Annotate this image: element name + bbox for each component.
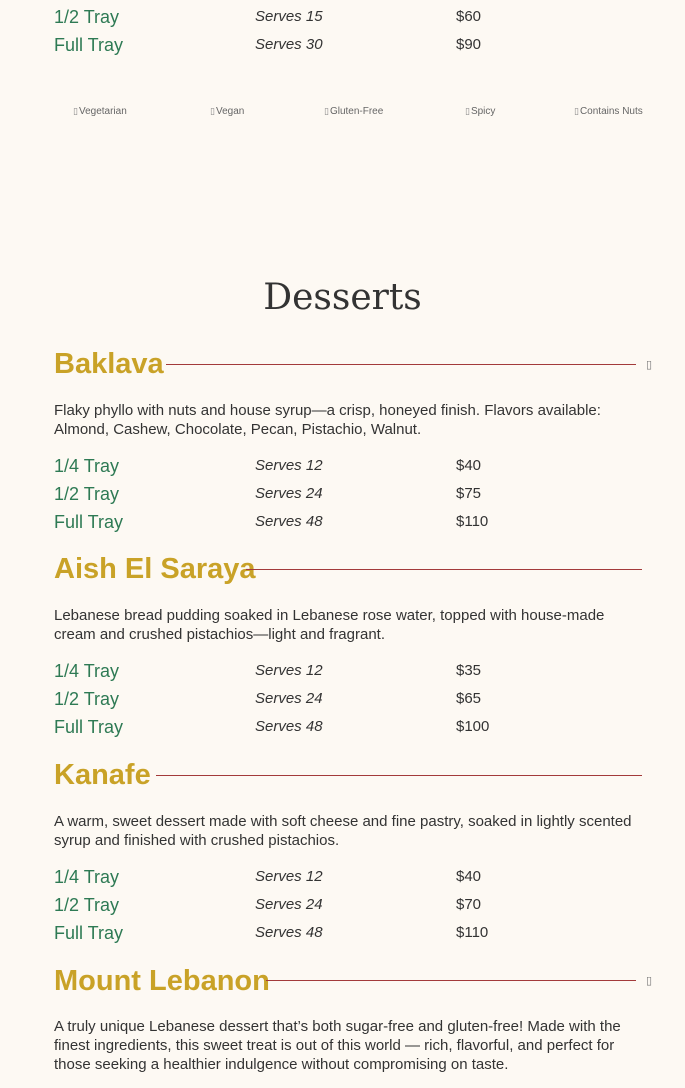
title-divider [166,364,636,365]
price: $40 [456,868,482,885]
price: $65 [456,690,482,707]
serves-count: Serves 12 [255,868,323,885]
dietary-legend [54,104,642,120]
tray-size: 1/4 Tray [54,867,120,887]
price: $90 [456,36,482,53]
price-row [54,686,642,712]
tray-size: Full Tray [54,717,124,737]
price: $75 [456,485,482,502]
item-description: Flaky phyllo with nuts and house syrup—a crisp, honeyed finish. Flavors available: Almond, Cashew, Chocolate, Pecan, Pistachio, Walnut. [54,402,601,438]
price-row [54,892,642,918]
price-row [54,481,642,507]
item-title: Aish El Saraya [54,553,256,585]
legend-item-gluten-free: ▯Gluten-Free [324,106,384,117]
price: $35 [456,662,482,679]
tray-size: 1/2 Tray [54,7,120,27]
nut-icon: ▯ [646,358,653,371]
price-row [54,714,642,740]
serves-count: Serves 48 [255,924,323,941]
tray-size: Full Tray [54,512,124,532]
serves-count: Serves 12 [255,662,323,679]
seedling-icon: ▯ [210,107,215,117]
tray-size: 1/2 Tray [54,895,120,915]
price-row [54,32,642,58]
tray-size: Full Tray [54,35,124,55]
wheat-off-icon: ▯ [646,974,653,987]
title-divider [156,775,642,776]
wheat-off-icon: ▯ [324,107,329,117]
legend-item-vegan: ▯Vegan [210,106,245,117]
section-title: Desserts [263,277,422,318]
price-row [54,658,642,684]
item-title: Mount Lebanon [54,965,270,997]
price-row [54,920,642,946]
serves-count: Serves 48 [255,718,323,735]
title-divider [266,980,636,981]
tray-size: 1/4 Tray [54,661,120,681]
item-description: A warm, sweet dessert made with soft cheese and fine pastry, soaked in lightly scented syrup and finished with crushed pistachios. [54,813,632,849]
price: $100 [456,718,490,735]
legend-item-vegetarian: ▯Vegetarian [73,106,127,117]
serves-count: Serves 15 [255,8,323,25]
tray-size: 1/2 Tray [54,484,120,504]
tray-size: 1/4 Tray [54,456,120,476]
price: $60 [456,8,482,25]
price-row [54,4,642,30]
serves-count: Serves 24 [255,896,323,913]
price-row [54,453,642,479]
serves-count: Serves 48 [255,513,323,530]
serves-count: Serves 30 [255,36,323,53]
serves-count: Serves 24 [255,690,323,707]
tray-size: Full Tray [54,923,124,943]
price: $70 [456,896,482,913]
price-row [54,864,642,890]
item-title: Kanafe [54,759,151,791]
price: $110 [456,924,489,941]
item-description: Lebanese bread pudding soaked in Lebanese rose water, topped with house-made cream and crushed pistachios—light and fragrant. [54,607,605,643]
serves-count: Serves 12 [255,457,323,474]
price: $110 [456,513,489,530]
nut-icon: ▯ [574,107,579,117]
tray-size: 1/2 Tray [54,689,120,709]
pepper-icon: ▯ [465,107,470,117]
price-row [54,509,642,535]
price: $40 [456,457,482,474]
leaf-icon: ▯ [73,107,78,117]
item-title: Baklava [54,348,164,380]
item-description: A truly unique Lebanese dessert that’s both sugar-free and gluten-free! Made with the finest ingredients, this sweet treat is out of this world — rich, flavorful, and perfect for those seeking a healthier indulgence without compromising on taste. [54,1018,621,1073]
legend-item-contains-nuts: ▯Contains Nuts [574,106,643,117]
serves-count: Serves 24 [255,485,323,502]
legend-item-spicy: ▯Spicy [465,106,496,117]
title-divider [246,569,642,570]
